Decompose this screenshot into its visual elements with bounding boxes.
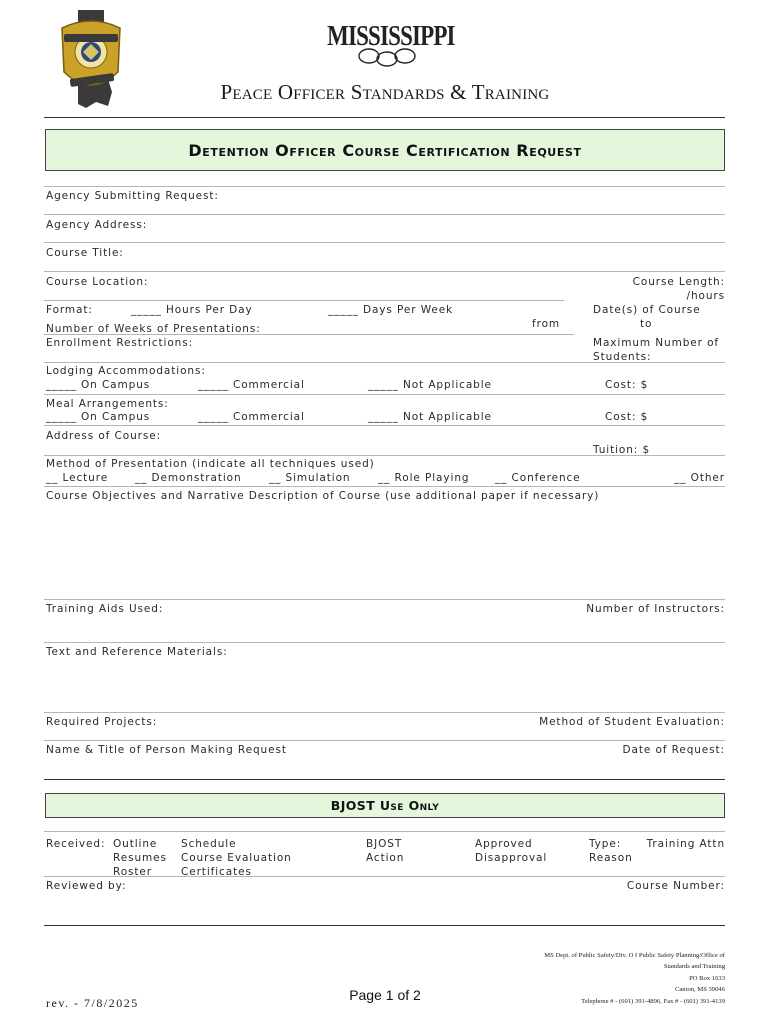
footer-address-line: Canton, MS 39046 [674,986,725,994]
disapproval-label: Disapproval [475,852,548,864]
divider [44,362,725,363]
meal-commercial: _____ Commercial [198,411,305,423]
lodging-commercial: _____ Commercial [198,379,305,391]
text-reference-label: Text and Reference Materials: [46,646,228,658]
section-rule [44,779,725,780]
enrollment-restrictions-label: Enrollment Restrictions: [46,337,194,349]
footer-address-line: Telephone # - (601) 391-4896, Fax # - (601) 391-4139 [581,997,725,1005]
outline-item: Outline [113,838,158,850]
approved-label: Approved [475,838,533,850]
divider [44,300,564,301]
divider [44,712,725,713]
agency-submitting-label: Agency Submitting Request: [46,190,219,202]
method-presentation-label: Method of Presentation (indicate all techniques used) [46,458,375,470]
objectives-label: Course Objectives and Narrative Description of Course (use additional paper if necessary) [46,490,600,502]
footer-address-line: PO Box 1633 [689,974,725,982]
address-of-course-label: Address of Course: [46,430,162,442]
name-title-label: Name & Title of Person Making Request [46,744,287,756]
course-number-label: Course Number: [626,880,725,892]
divider [44,186,725,187]
meal-label: Meal Arrangements: [46,398,169,410]
bjost-title-box [45,793,725,818]
post-badge-logo [56,6,126,112]
divider [44,425,725,426]
weeks-presentations-label: Number of Weeks of Presentations: [46,323,261,335]
divider [44,242,725,243]
meal-cost-label: Cost: $ [605,411,649,423]
reason-label: Reason [589,852,633,864]
page-number: Page 1 of 2 [349,987,421,1003]
divider [44,455,725,456]
divider [44,394,725,395]
divider [44,831,725,832]
footer-address-line: MS Dept. of Public Safety/Div. O f Public Safety Planning/Office of [544,952,725,959]
maximum-number-label: Maximum Number of [593,337,720,349]
reviewed-by-label: Reviewed by: [46,880,127,892]
resumes-item: Resumes [113,852,167,864]
course-evaluation-item: Course Evaluation [181,852,292,864]
hours-per-day-label: _____ Hours Per Day [131,304,253,316]
type-label: Type: [589,838,622,850]
training-aids-label: Training Aids Used: [46,603,164,615]
footer-address-line: Standards and Training [663,963,725,971]
lodging-not-applicable: _____ Not Applicable [368,379,492,391]
divider [44,740,725,741]
course-location-label: Course Location: [46,276,149,288]
certificates-item: Certificates [181,866,252,878]
divider [44,876,725,877]
footer-address [544,950,725,1007]
divider [44,214,725,215]
method-evaluation-label: Method of Student Evaluation: [539,716,725,728]
days-per-week-label: _____ Days Per Week [328,304,454,316]
to-label: to [640,318,653,330]
required-projects-label: Required Projects: [46,716,158,728]
divider [44,271,725,272]
demonstration-option: __ Demonstration [135,472,242,484]
state-wordmark [314,22,460,68]
form-title-box [45,129,725,171]
training-attn-label: Training Attn [646,838,725,850]
lodging-on-campus: _____ On Campus [46,379,151,391]
state-name: MISSISSIPPI [327,21,455,52]
roster-item: Roster [113,866,153,878]
divider [44,599,725,600]
schedule-item: Schedule [181,838,237,850]
bjost-label: BJOST [366,838,403,850]
header-rule [44,117,725,118]
conference-option: __ Conference [495,472,581,484]
divider [44,642,725,643]
revision-date: rev. - 7/8/2025 [46,996,139,1010]
section-rule [44,925,725,926]
students-label: Students: [593,351,652,363]
divider [44,334,574,335]
lodging-label: Lodging Accommodations: [46,365,206,377]
meal-on-campus: _____ On Campus [46,411,151,423]
lecture-option: __ Lecture [46,472,109,484]
role-playing-option: __ Role Playing [378,472,470,484]
action-label: Action [366,852,405,864]
from-label: from [532,318,561,330]
course-length-label: Course Length: [632,276,725,288]
format-label: Format: [46,304,93,316]
lodging-cost-label: Cost: $ [605,379,649,391]
date-request-label: Date of Request: [622,744,725,756]
course-title-label: Course Title: [46,247,124,259]
number-instructors-label: Number of Instructors: [586,603,725,615]
form-title: Detention Officer Course Certification Request [188,140,582,160]
agency-address-label: Agency Address: [46,219,148,231]
bjost-title: BJOST Use Only [330,798,440,813]
agency-title: Peace Officer Standards & Training [220,80,550,104]
dates-of-course-label: Date(s) of Course [593,304,701,316]
tuition-label: Tuition: $ [593,444,651,456]
other-option: __ Other [674,472,725,484]
meal-not-applicable: _____ Not Applicable [368,411,492,423]
hours-unit-label: /hours [686,290,725,302]
divider [44,486,725,487]
badge-icon [56,6,126,112]
received-label: Received: [46,838,106,850]
simulation-option: __ Simulation [269,472,351,484]
